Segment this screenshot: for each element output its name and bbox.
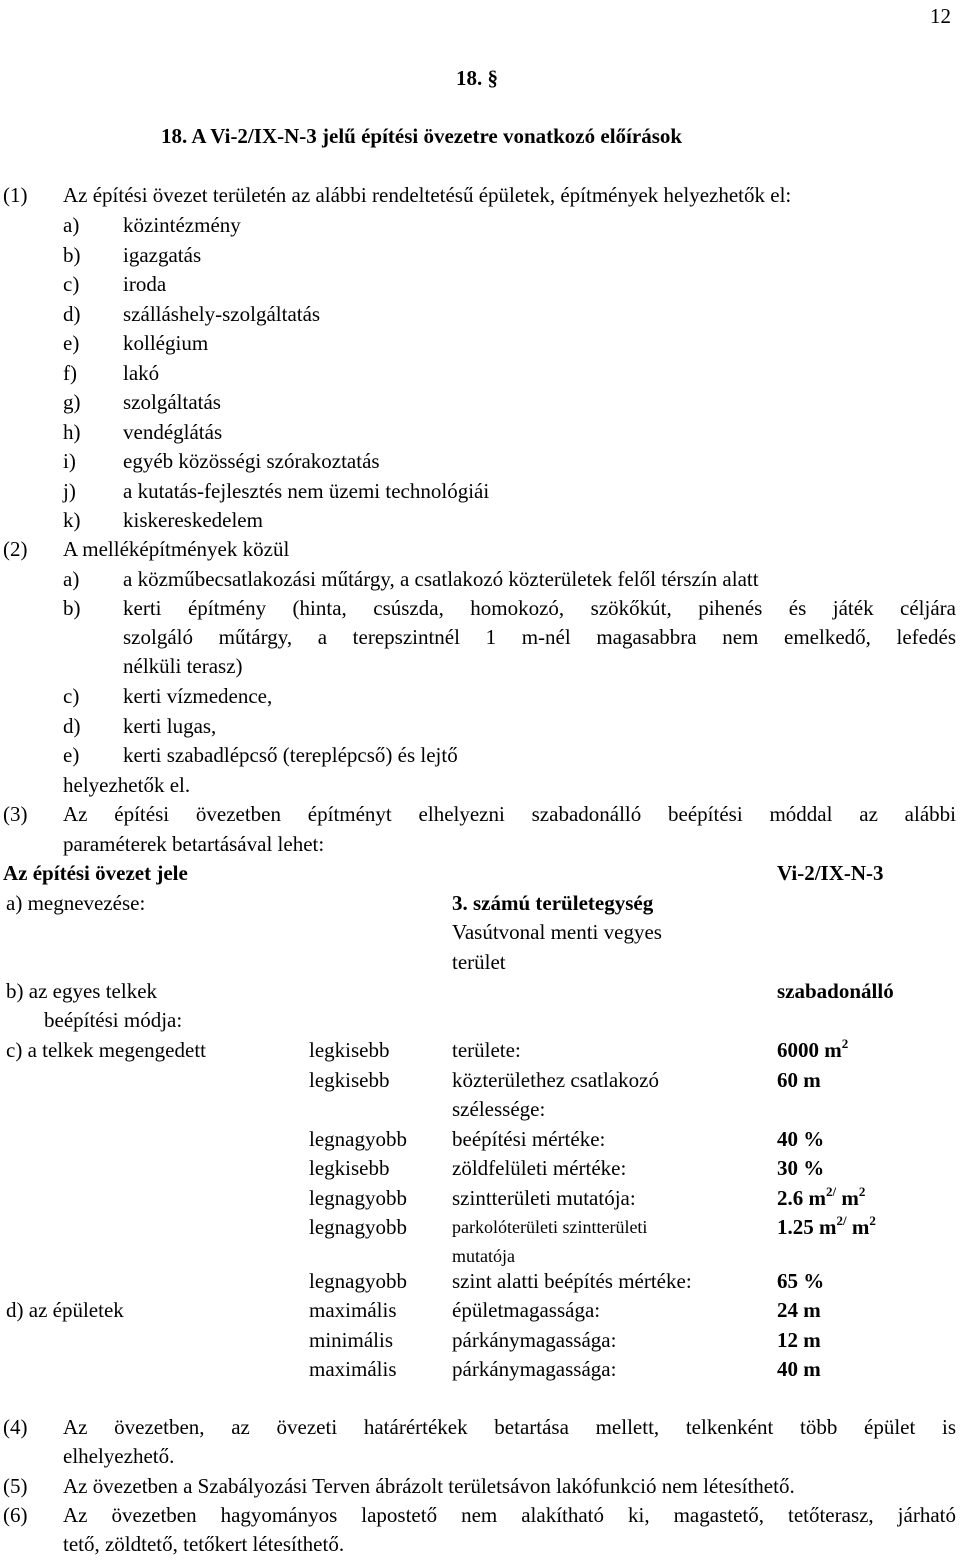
list-item-text: a közműbecsatlakozási műtárgy, a csatlakozó közterületek felől térszín alatt: [123, 567, 759, 591]
param-value-number: 2.6 m: [777, 1186, 826, 1210]
param-value: [777, 1125, 824, 1155]
param-qualifier: legkisebb: [309, 1068, 390, 1092]
param-value-number: 40 %: [777, 1127, 825, 1151]
param-value-number: 30 %: [777, 1156, 825, 1180]
list-item-text: szolgáló műtárgy, a terepszintnél 1 m-nél magasabbra nem emelkedő, lefedés: [123, 625, 956, 649]
param-value: [777, 1355, 821, 1385]
param-value-number: 1.25 m: [777, 1215, 837, 1239]
param-name: párkánymagassága:: [452, 1357, 617, 1381]
param-name: szintterületi mutatója:: [452, 1186, 636, 1210]
param-name: zöldfelületi mértéke:: [452, 1156, 627, 1180]
paragraph-number: (2): [3, 537, 28, 561]
paragraph-text: Az építési övezetben építményt elhelyezni szabadonálló beépítési móddal az alábbi: [63, 802, 956, 826]
list-item-text: iroda: [123, 272, 167, 296]
paragraph-text: Az övezetben a Szabályozási Terven ábrázolt területsávon lakófunkció nem létesíthető.: [63, 1474, 795, 1498]
param-qualifier: legnagyobb: [309, 1215, 407, 1239]
list-letter: k): [63, 508, 81, 532]
param-name: mutatója: [452, 1246, 515, 1266]
param-value-number: 12 m: [777, 1328, 821, 1352]
param-qualifier: legkisebb: [309, 1038, 390, 1062]
param-qualifier: minimális: [309, 1328, 393, 1352]
param-name: párkánymagassága:: [452, 1328, 617, 1352]
list-item-text: igazgatás: [123, 243, 202, 267]
list-item-text: kerti szabadlépcső (tereplépcső) és lejtő: [123, 743, 458, 767]
param-value-superscript: 2/: [826, 1184, 837, 1199]
list-letter: g): [63, 390, 81, 414]
list-letter: c): [63, 684, 80, 708]
table-label: a) megnevezése:: [6, 891, 146, 915]
param-value-superscript: 2: [841, 1036, 849, 1051]
param-name: területe:: [452, 1038, 521, 1062]
list-item-text: kerti építmény (hinta, csúszda, homokozó, szökőkút, pihenés és játék céljára: [123, 596, 956, 620]
param-value: [777, 1267, 824, 1297]
table-label: c) a telkek megengedett: [6, 1038, 206, 1062]
param-name: szélessége:: [452, 1097, 546, 1121]
param-value-number: 40 m: [777, 1357, 821, 1381]
param-name: parkolóterületi szintterületi: [452, 1217, 648, 1237]
param-value-number: 6000 m: [777, 1038, 842, 1062]
table-value: Vasútvonal menti vegyes: [452, 920, 662, 944]
param-name: beépítési mértéke:: [452, 1127, 606, 1151]
param-value: [777, 1184, 865, 1214]
page-number: 12: [930, 4, 951, 28]
paragraph-text: tető, zöldtető, tetőkert létesíthető.: [63, 1532, 345, 1556]
param-value: [777, 1066, 821, 1096]
list-letter: a): [63, 213, 80, 237]
list-letter: e): [63, 743, 80, 767]
section-heading: 18. §: [456, 66, 498, 90]
param-name: közterülethez csatlakozó: [452, 1068, 659, 1092]
list-letter: d): [63, 302, 81, 326]
param-value-superscript: 2: [869, 1213, 876, 1228]
param-value: [777, 1326, 821, 1356]
list-item-text: kerti vízmedence,: [123, 684, 273, 708]
list-letter: b): [63, 243, 81, 267]
param-value: [777, 1036, 848, 1066]
paragraph-text: A melléképítmények közül: [63, 537, 290, 561]
table-header-label: Az építési övezet jele: [3, 861, 188, 885]
param-value-number: 60 m: [777, 1068, 821, 1092]
paragraph-text: Az építési övezet területén az alábbi rendeltetésű épületek, építmények helyezhetők el:: [63, 183, 792, 207]
param-qualifier: legnagyobb: [309, 1127, 407, 1151]
table-label: d) az épületek: [6, 1298, 124, 1322]
list-item-text: egyéb közösségi szórakoztatás: [123, 449, 380, 473]
param-value-number: 65 %: [777, 1269, 825, 1293]
list-item-text: kerti lugas,: [123, 714, 217, 738]
table-label: b) az egyes telkek: [6, 979, 158, 1003]
param-value-number: 24 m: [777, 1298, 821, 1322]
list-item-text: kollégium: [123, 331, 209, 355]
paragraph-number: (1): [3, 183, 28, 207]
list-item-text: vendéglátás: [123, 420, 223, 444]
list-letter: b): [63, 596, 81, 620]
paragraph-text: Az övezetben hagyományos lapostető nem alakítható ki, magastető, tetőterasz, járható: [63, 1503, 956, 1527]
param-value: [777, 1154, 824, 1184]
param-qualifier: legkisebb: [309, 1156, 390, 1180]
param-qualifier: legnagyobb: [309, 1186, 407, 1210]
param-value: [777, 1296, 821, 1326]
param-value-superscript: 2: [858, 1184, 866, 1199]
table-value: szabadonálló: [777, 979, 894, 1003]
param-value-unit: m: [846, 1215, 870, 1239]
list-item-text: szálláshely-szolgáltatás: [123, 302, 321, 326]
param-value-unit: m: [836, 1186, 859, 1210]
list-letter: j): [63, 479, 76, 503]
list-letter: e): [63, 331, 80, 355]
param-qualifier: maximális: [309, 1298, 397, 1322]
paragraph-number: (3): [3, 802, 28, 826]
param-name: szint alatti beépítés mértéke:: [452, 1269, 692, 1293]
paragraph-text: Az övezetben, az övezeti határértékek betartása mellett, telkenként több épület is: [63, 1415, 956, 1439]
paragraph-text: elhelyezhető.: [63, 1444, 175, 1468]
paragraph-number: (4): [3, 1415, 28, 1439]
param-name: épületmagassága:: [452, 1298, 601, 1322]
list-item-text: szolgáltatás: [123, 390, 221, 414]
page-title: 18. A Vi-2/IX-N-3 jelű építési övezetre vonatkozó előírások: [161, 124, 683, 148]
list-item-text: közintézmény: [123, 213, 241, 237]
param-qualifier: maximális: [309, 1357, 397, 1381]
list-letter: i): [63, 449, 76, 473]
list-letter: f): [63, 361, 77, 385]
table-value: 3. számú területegység: [452, 891, 654, 915]
paragraph-closing: helyezhetők el.: [63, 773, 191, 797]
list-letter: a): [63, 567, 80, 591]
param-value: [777, 1213, 876, 1243]
list-item-text: lakó: [123, 361, 160, 385]
list-letter: d): [63, 714, 81, 738]
list-item-text: a kutatás-fejlesztés nem üzemi technológiái: [123, 479, 490, 503]
list-item-text: kiskereskedelem: [123, 508, 263, 532]
table-label: beépítési módja:: [44, 1008, 183, 1032]
param-value-superscript: 2/: [836, 1213, 847, 1228]
list-item-text: nélküli terasz): [123, 654, 243, 678]
paragraph-number: (6): [3, 1503, 28, 1527]
table-value: terület: [452, 950, 506, 974]
table-header-value: Vi-2/IX-N-3: [777, 861, 884, 885]
paragraph-number: (5): [3, 1474, 28, 1498]
list-letter: c): [63, 272, 80, 296]
param-qualifier: legnagyobb: [309, 1269, 407, 1293]
paragraph-text: paraméterek betartásával lehet:: [63, 832, 325, 856]
list-letter: h): [63, 420, 81, 444]
